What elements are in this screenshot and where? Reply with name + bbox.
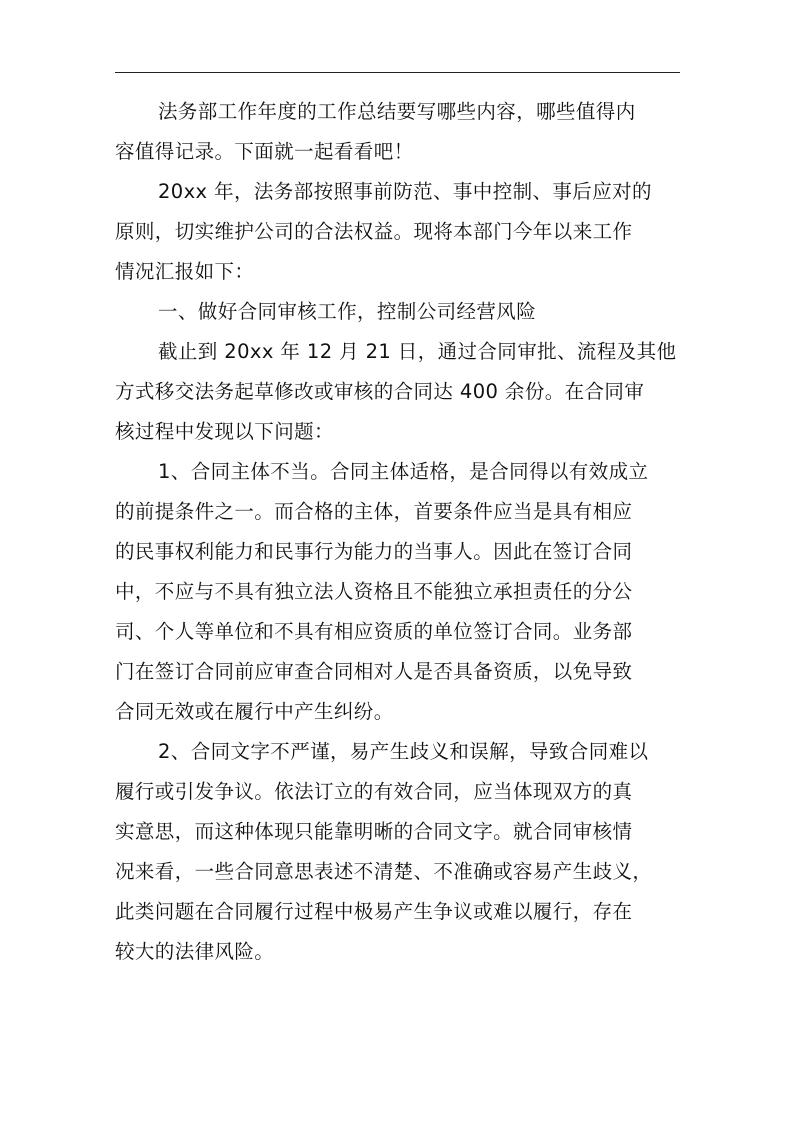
text-line: 情况汇报如下： — [115, 260, 255, 283]
text-line: 原则，切实维护公司的合法权益。现将本部门今年以来工作 — [115, 220, 633, 243]
text-line: 截止到 20xx 年 12 月 21 日，通过合同审批、流程及其他 — [158, 340, 677, 363]
text-line: 门在签订合同前应审查合同相对人是否具备资质，以免导致 — [115, 660, 633, 683]
header-rule — [115, 72, 680, 73]
text-line: 核过程中发现以下问题： — [115, 420, 334, 443]
text-line: 容值得记录。下面就一起看看吧！ — [115, 140, 414, 163]
section-heading — [115, 292, 695, 332]
text-line: 司、个人等单位和不具有相应资质的单位签订合同。业务部 — [115, 620, 633, 643]
text-line: 中，不应与不具有独立法人资格且不能独立承担责任的分公 — [115, 580, 633, 603]
text-line: 合同无效或在履行中产生纠纷。 — [115, 700, 394, 723]
text-line: 方式移交法务起草修改或审核的合同达 400 余份。在合同审 — [115, 380, 645, 403]
contract-count-paragraph — [115, 332, 695, 452]
text-line: 此类问题在合同履行过程中极易产生争议或难以履行，存在 — [115, 900, 633, 923]
text-line: 的民事权利能力和民事行为能力的当事人。因此在签订合同 — [115, 540, 633, 563]
text-line: 的前提条件之一。而合格的主体，首要条件应当是具有相应 — [115, 500, 633, 523]
text-line: 履行或引发争议。依法订立的有效合同，应当体现双方的真 — [115, 780, 633, 803]
overview-paragraph — [115, 172, 695, 292]
text-line: 况来看，一些合同意思表述不清楚、不准确或容易产生歧义， — [115, 860, 653, 883]
text-line: 2、合同文字不严谨，易产生歧义和误解，导致合同难以 — [158, 740, 649, 763]
document-body — [115, 92, 695, 972]
intro-paragraph — [115, 92, 695, 172]
text-line: 法务部工作年度的工作总结要写哪些内容，哪些值得内 — [158, 100, 636, 123]
text-line: 1、合同主体不当。合同主体适格，是合同得以有效成立 — [158, 460, 649, 483]
text-line: 较大的法律风险。 — [115, 940, 275, 963]
heading-line: 一、做好合同审核工作，控制公司经营风险 — [158, 300, 537, 323]
text-line: 实意思，而这种体现只能靠明晰的合同文字。就合同审核情 — [115, 820, 633, 843]
issue-1-paragraph — [115, 452, 695, 732]
issue-2-paragraph — [115, 732, 695, 972]
text-line: 20xx 年，法务部按照事前防范、事中控制、事后应对的 — [158, 180, 652, 203]
